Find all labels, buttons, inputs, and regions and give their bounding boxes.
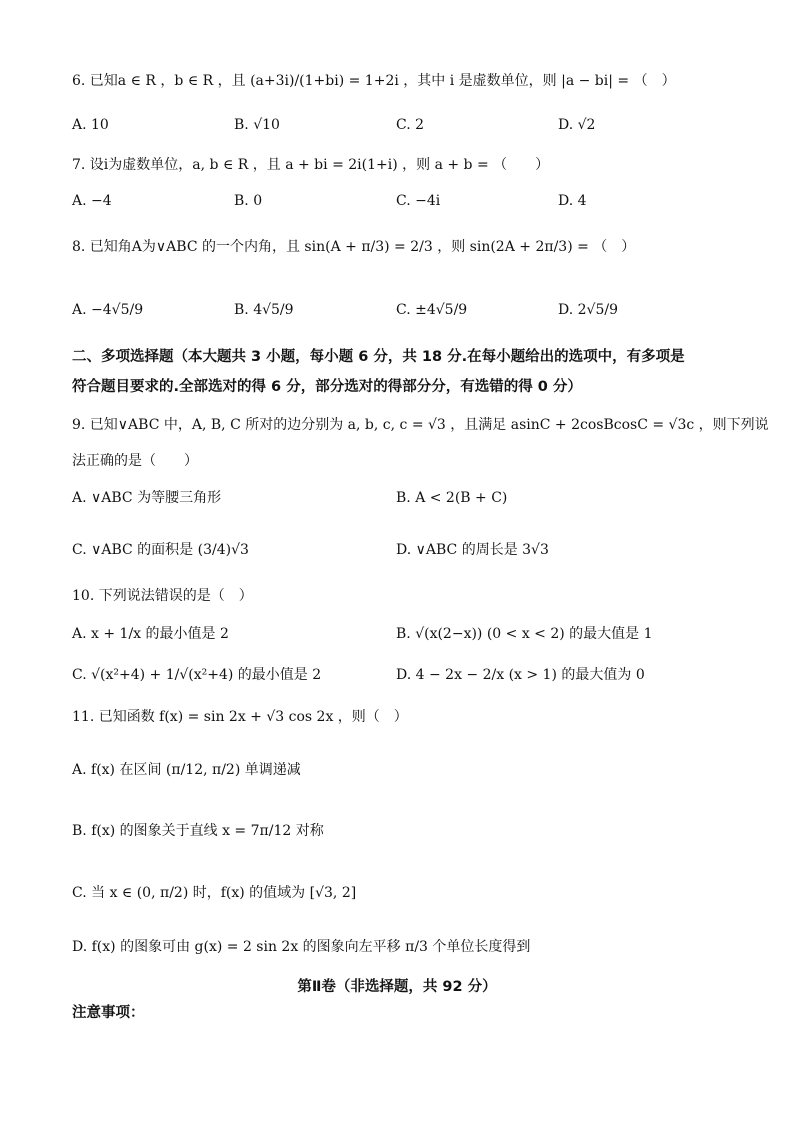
q10-option-d: D. 4 − 2x − 2/x (x > 1) 的最大值为 0 bbox=[396, 667, 645, 683]
q8-option-b: B. 4√5/9 bbox=[234, 302, 294, 318]
question-10-stem: 10. 下列说法错误的是（ ） bbox=[72, 588, 253, 604]
q8-option-d: D. 2√5/9 bbox=[558, 302, 618, 318]
q10-option-a: A. x + 1/x 的最小值是 2 bbox=[72, 626, 229, 642]
q7-option-c: C. −4i bbox=[396, 193, 441, 209]
q7-option-d: D. 4 bbox=[558, 193, 587, 209]
q6-option-b: B. √10 bbox=[234, 117, 280, 133]
question-8-stem: 8. 已知角A为∨ABC 的一个内角，且 sin(A + π/3) = 2/3 ，则 sin(2A + 2π/3) = （ ） bbox=[72, 239, 636, 255]
q11-option-b: B. f(x) 的图象关于直线 x = 7π/12 对称 bbox=[72, 823, 324, 839]
question-7-stem: 7. 设i为虚数单位，a, b ∈ R ，且 a + bi = 2i(1+i) ，则 a + b = （ ） bbox=[72, 157, 550, 173]
q9-option-c: C. ∨ABC 的面积是 (3/4)√3 bbox=[72, 542, 249, 558]
question-9-stem-line1: 9. 已知∨ABC 中，A, B, C 所对的边分别为 a, b, c, c = √3 ，且满足 asinC + 2cosBcosC = √3c ，则下列说 bbox=[72, 417, 769, 433]
q7-option-a: A. −4 bbox=[72, 193, 112, 209]
q9-option-d: D. ∨ABC 的周长是 3√3 bbox=[396, 542, 549, 558]
q6-option-d: D. √2 bbox=[558, 117, 596, 133]
part-2-title: 第Ⅱ卷（非选择题，共 92 分） bbox=[297, 979, 497, 995]
q6-option-c: C. 2 bbox=[396, 117, 425, 133]
section-2-heading-line2: 符合题目要求的.全部选对的得 6 分，部分选对的得部分分，有选错的得 0 分） bbox=[72, 379, 582, 395]
q10-option-c: C. √(x²+4) + 1/√(x²+4) 的最小值是 2 bbox=[72, 667, 322, 683]
question-11-stem: 11. 已知函数 f(x) = sin 2x + √3 cos 2x ，则（ ） bbox=[72, 709, 408, 725]
q11-option-c: C. 当 x ∈ (0, π/2) 时，f(x) 的值域为 [√3, 2] bbox=[72, 885, 357, 901]
q9-option-a: A. ∨ABC 为等腰三角形 bbox=[72, 490, 222, 506]
section-2-heading-line1: 二、多项选择题（本大题共 3 小题，每小题 6 分，共 18 分.在每小题给出的选项中，有多项是 bbox=[72, 349, 685, 365]
q11-option-d: D. f(x) 的图象可由 g(x) = 2 sin 2x 的图象向左平移 π/3 个单位长度得到 bbox=[72, 939, 531, 955]
q11-option-a: A. f(x) 在区间 (π/12, π/2) 单调递减 bbox=[72, 762, 301, 778]
q9-option-b: B. A < 2(B + C) bbox=[396, 490, 508, 506]
q7-option-b: B. 0 bbox=[234, 193, 263, 209]
notice-heading: 注意事项： bbox=[72, 1005, 145, 1021]
q8-option-c: C. ±4√5/9 bbox=[396, 302, 468, 318]
q8-option-a: A. −4√5/9 bbox=[72, 302, 144, 318]
question-9-stem-line2: 法正确的是（ ） bbox=[72, 453, 198, 469]
q10-option-b: B. √(x(2−x)) (0 < x < 2) 的最大值是 1 bbox=[396, 626, 653, 642]
q6-option-a: A. 10 bbox=[72, 117, 109, 133]
question-6-stem: 6. 已知a ∈ R ，b ∈ R ，且 (a+3i)/(1+bi) = 1+2i ，其中 i 是虚数单位，则 |a − bi| = （ ） bbox=[72, 73, 676, 89]
